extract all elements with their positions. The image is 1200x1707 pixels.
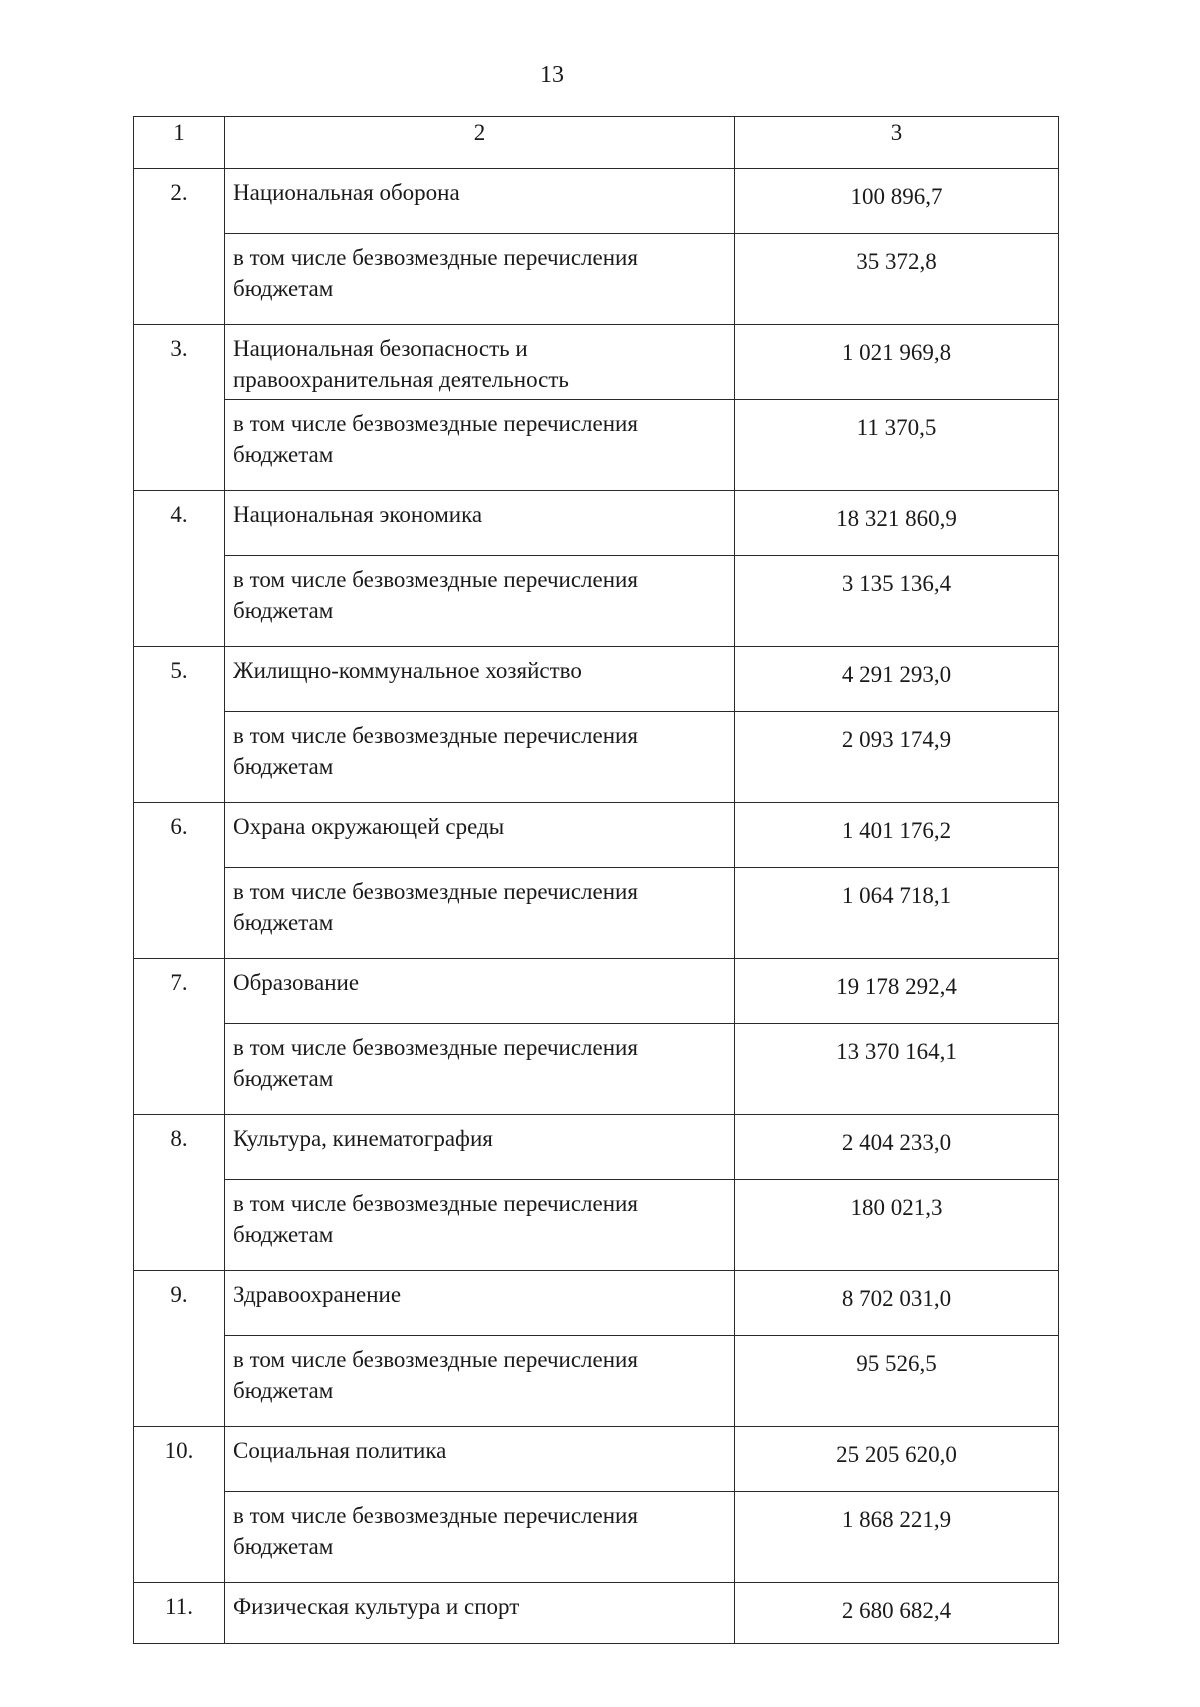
category-amount: 8 702 031,0: [735, 1271, 1059, 1336]
header-cell-value: 3: [735, 117, 1059, 169]
table-subrow: [134, 400, 1059, 491]
category-amount: 2 404 233,0: [735, 1115, 1059, 1180]
category-amount: 25 205 620,0: [735, 1427, 1059, 1492]
transfers-amount: 35 372,8: [735, 234, 1059, 325]
table-row: [134, 1583, 1059, 1644]
table-subrow: [134, 868, 1059, 959]
category-amount: 1 021 969,8: [735, 325, 1059, 400]
row-number: 9.: [134, 1271, 225, 1427]
header-cell-number: 1: [134, 117, 225, 169]
transfers-amount: 11 370,5: [735, 400, 1059, 491]
row-number: 6.: [134, 803, 225, 959]
expense-category: Жилищно-коммунальное хозяйство: [225, 647, 735, 712]
table-row: [134, 325, 1059, 400]
row-number: 7.: [134, 959, 225, 1115]
category-amount: 100 896,7: [735, 169, 1059, 234]
row-number: 3.: [134, 325, 225, 491]
budget-table: [133, 116, 1059, 1644]
transfers-label: в том числе безвозмездные перечисления бюджетам: [225, 1024, 735, 1115]
table-row: [134, 169, 1059, 234]
transfers-label: в том числе безвозмездные перечисления бюджетам: [225, 556, 735, 647]
transfers-label: в том числе безвозмездные перечисления бюджетам: [225, 1180, 735, 1271]
table-row: [134, 803, 1059, 868]
table-row: [134, 1271, 1059, 1336]
transfers-label: в том числе безвозмездные перечисления бюджетам: [225, 234, 735, 325]
category-amount: 2 680 682,4: [735, 1583, 1059, 1644]
table-row: [134, 959, 1059, 1024]
category-amount: 18 321 860,9: [735, 491, 1059, 556]
table-subrow: [134, 1492, 1059, 1583]
expense-category: Здравоохранение: [225, 1271, 735, 1336]
transfers-label: в том числе безвозмездные перечисления бюджетам: [225, 868, 735, 959]
table-subrow: [134, 712, 1059, 803]
transfers-amount: 1 064 718,1: [735, 868, 1059, 959]
table-subrow: [134, 234, 1059, 325]
row-number: 11.: [134, 1583, 225, 1644]
header-cell-name: 2: [225, 117, 735, 169]
expense-category: Национальная оборона: [225, 169, 735, 234]
row-number: 2.: [134, 169, 225, 325]
table-subrow: [134, 1024, 1059, 1115]
transfers-label: в том числе безвозмездные перечисления бюджетам: [225, 1492, 735, 1583]
transfers-amount: 3 135 136,4: [735, 556, 1059, 647]
table-subrow: [134, 556, 1059, 647]
table-row: [134, 1427, 1059, 1492]
category-amount: 19 178 292,4: [735, 959, 1059, 1024]
page-number: 13: [540, 62, 564, 88]
expense-category: Социальная политика: [225, 1427, 735, 1492]
transfers-amount: 95 526,5: [735, 1336, 1059, 1427]
table-row: [134, 647, 1059, 712]
transfers-amount: 180 021,3: [735, 1180, 1059, 1271]
table-row: [134, 1115, 1059, 1180]
transfers-amount: 13 370 164,1: [735, 1024, 1059, 1115]
row-number: 10.: [134, 1427, 225, 1583]
transfers-label: в том числе безвозмездные перечисления бюджетам: [225, 400, 735, 491]
expense-category: Образование: [225, 959, 735, 1024]
table-subrow: [134, 1180, 1059, 1271]
row-number: 5.: [134, 647, 225, 803]
row-number: 8.: [134, 1115, 225, 1271]
expense-category: Культура, кинематография: [225, 1115, 735, 1180]
expense-category: Национальная экономика: [225, 491, 735, 556]
expense-category: Охрана окружающей среды: [225, 803, 735, 868]
transfers-label: в том числе безвозмездные перечисления бюджетам: [225, 712, 735, 803]
transfers-amount: 2 093 174,9: [735, 712, 1059, 803]
category-amount: 4 291 293,0: [735, 647, 1059, 712]
header-row: [134, 117, 1059, 169]
category-amount: 1 401 176,2: [735, 803, 1059, 868]
table-subrow: [134, 1336, 1059, 1427]
expense-category: Национальная безопасность и правоохранительная деятельность: [225, 325, 735, 400]
row-number: 4.: [134, 491, 225, 647]
transfers-label: в том числе безвозмездные перечисления бюджетам: [225, 1336, 735, 1427]
expense-category: Физическая культура и спорт: [225, 1583, 735, 1644]
transfers-amount: 1 868 221,9: [735, 1492, 1059, 1583]
table-row: [134, 491, 1059, 556]
